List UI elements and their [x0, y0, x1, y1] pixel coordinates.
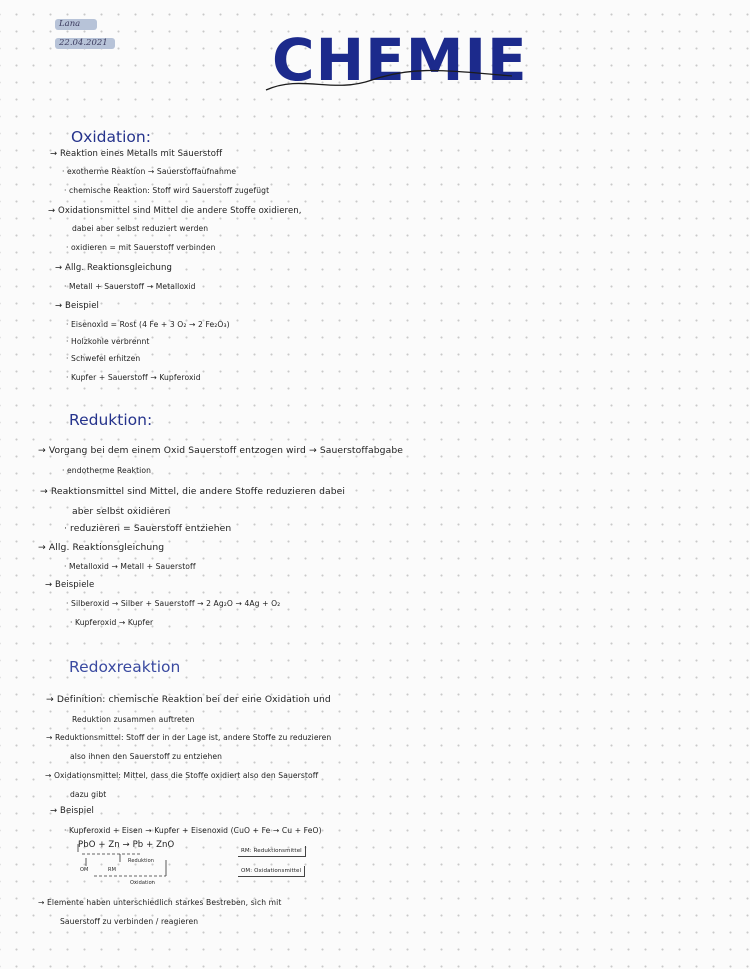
- note-line: · Kupfer + Sauerstoff → Kupferoxid: [66, 373, 201, 382]
- note-line: → Reaktion eines Metalls mit Sauerstoff: [50, 149, 223, 159]
- om-sub-label: OM: [80, 867, 89, 873]
- note-line: · Silberoxid → Silber + Sauerstoff → 2 Ag₂O → 4Ag + O₂: [66, 599, 281, 608]
- legend-om: OM: Oxidationsmittel: [238, 866, 305, 877]
- oxidation-label: Oxidation: [130, 880, 155, 886]
- rm-sub-label: RM: [108, 867, 116, 873]
- reduktion-label: Reduktion: [128, 858, 155, 864]
- note-line: · Metalloxid → Metall + Sauerstoff: [64, 562, 196, 571]
- note-line: → Vorgang bei dem einem Oxid Sauerstoff entzogen wird → Sauerstoffabgabe: [38, 445, 404, 456]
- note-line: Reduktion zusammen auftreten: [72, 715, 195, 724]
- date-label: 22.04.2021: [55, 38, 115, 49]
- legend-rm: RM: Reduktionsmittel: [238, 846, 306, 857]
- note-line: → Reduktionsmittel: Stoff der in der Lage ist, andere Stoffe zu reduzieren: [46, 733, 332, 742]
- note-line: · Metall + Sauerstoff → Metalloxid: [64, 282, 196, 291]
- note-line: → Reaktionsmittel sind Mittel, die andere Stoffe reduzieren dabei: [40, 486, 346, 497]
- redoxreaktion-heading: Redoxreaktion: [69, 658, 181, 676]
- note-line: also ihnen den Sauerstoff zu entziehen: [70, 752, 223, 761]
- note-line: · Kupferoxid + Eisen → Kupfer + Eisenoxid (CuO + Fe → Cu + FeO): [64, 826, 322, 835]
- note-line: → Beispiel: [50, 806, 95, 816]
- note-line: aber selbst oxidieren: [72, 506, 171, 517]
- author-label: Lana: [55, 19, 97, 30]
- note-line: · endotherme Reaktion: [62, 466, 152, 475]
- note-line: → Definition: chemische Reaktion bei der eine Oxidation und: [46, 694, 331, 705]
- note-line: · Holzkohle verbrennt: [66, 337, 150, 346]
- note-line: · oxidieren = mit Sauerstoff verbinden: [66, 243, 216, 252]
- note-line: dazu gibt: [70, 790, 107, 799]
- note-line: dabei aber selbst reduziert werden: [72, 224, 209, 233]
- note-line: → Elemente haben unterschiedlich starkes Bestreben, sich mit: [38, 898, 282, 907]
- oxidation-heading: Oxidation:: [71, 128, 151, 146]
- note-line: · Eisenoxid = Rost (4 Fe + 3 O₂ → 2 Fe₂O₃): [66, 320, 230, 329]
- note-line: → Allg. Reaktionsgleichung: [38, 542, 165, 553]
- note-line: → Allg. Reaktionsgleichung: [55, 263, 172, 273]
- page-title: CHEMIE: [272, 26, 528, 94]
- note-line: → Oxidationsmittel sind Mittel die andere Stoffe oxidieren,: [48, 206, 302, 216]
- note-line: · chemische Reaktion: Stoff wird Sauerstoff zugefügt: [64, 186, 270, 195]
- redox-equation: PbO + Zn → Pb + ZnO: [78, 840, 175, 850]
- note-line: · Schwefel erhitzen: [66, 354, 141, 363]
- redox-diagram: [72, 840, 382, 890]
- note-line: · Kupferoxid → Kupfer: [70, 618, 154, 627]
- reduktion-heading: Reduktion:: [69, 411, 153, 429]
- note-line: → Beispiel: [55, 301, 100, 311]
- title-strike-scribble: [262, 60, 522, 100]
- note-line: · reduzieren = Sauerstoff entziehen: [64, 523, 232, 534]
- note-line: → Beispiele: [45, 580, 95, 590]
- note-line: Sauerstoff zu verbinden / reagieren: [60, 917, 199, 926]
- note-line: · exotherme Reaktion → Sauerstoffaufnahme: [62, 167, 237, 176]
- note-line: → Oxidationsmittel: Mittel, dass die Stoffe oxidiert also den Sauerstoff: [45, 771, 319, 780]
